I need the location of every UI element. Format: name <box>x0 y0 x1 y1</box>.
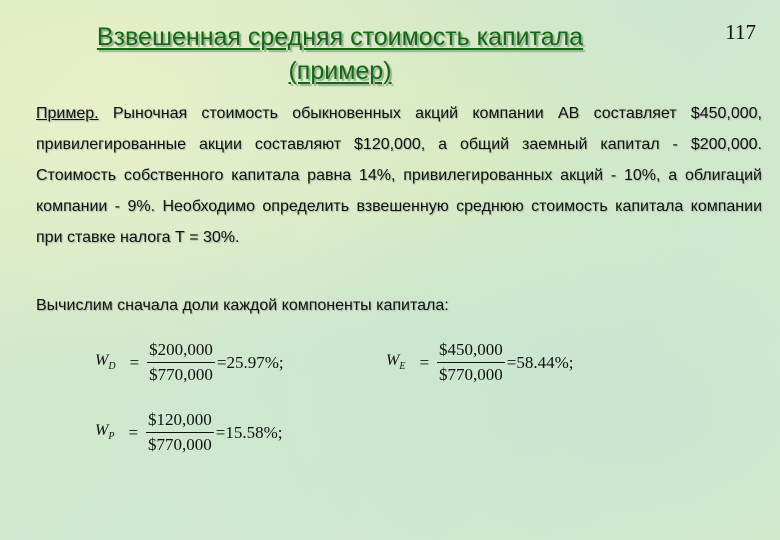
slide-title <box>40 20 640 88</box>
equals-sign: = <box>129 352 140 372</box>
formula-result: =25.97%; <box>216 352 284 372</box>
numerator: $200,000 <box>147 340 215 363</box>
numerator: $120,000 <box>146 410 214 433</box>
formula-we <box>386 340 574 385</box>
slide-title-line-2: (пример) <box>288 57 392 85</box>
slide-title-line-1: Взвешенная средняя стоимость капитала <box>96 23 584 51</box>
example-lead: Пример. <box>36 105 99 122</box>
denominator: $770,000 <box>148 435 212 454</box>
formula-variable: $W_E$ <box>386 352 406 373</box>
formula-result: =15.58%; <box>215 422 283 442</box>
formula-variable: $W_D$ <box>95 352 116 373</box>
formula-variable: $W_P$ <box>95 422 115 443</box>
example-text: Рыночная стоимость обыкновенных акций компании АВ составляет $450,000, привилегированные акции составляют $120,000, а общий заемный капитал - $200,000. Стоимость собственного капитала равна 14%, привилегированных акций - 10%, а облигаций компании - 9%. Необходимо определить взвешенную среднюю стоимость капитала компании при ставке налога Т = 30%. <box>36 105 762 246</box>
equals-sign: = <box>128 422 139 442</box>
numerator: $450,000 <box>437 340 505 363</box>
page-number: 117 <box>725 20 756 44</box>
formula-result: =58.44%; <box>506 352 574 372</box>
denominator: $770,000 <box>439 365 503 384</box>
fraction <box>146 410 214 455</box>
fraction <box>437 340 505 385</box>
subheading: Вычислим сначала доли каждой компоненты капитала: <box>36 297 449 314</box>
example-paragraph <box>36 98 762 253</box>
fraction <box>147 340 215 385</box>
formula-wp <box>95 410 283 455</box>
denominator: $770,000 <box>149 365 213 384</box>
equals-sign: = <box>419 352 430 372</box>
formula-wd <box>95 340 284 385</box>
